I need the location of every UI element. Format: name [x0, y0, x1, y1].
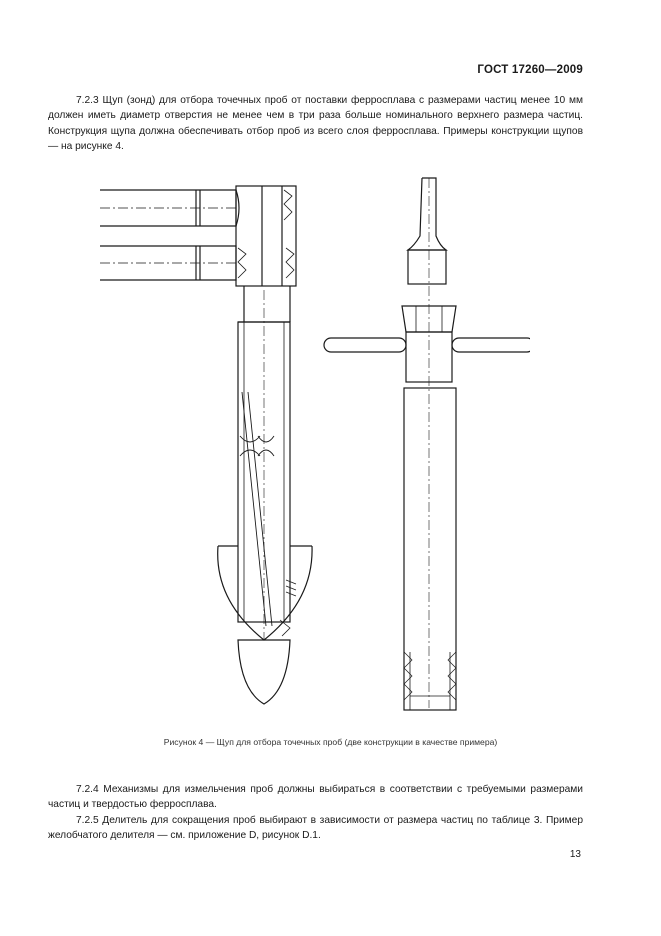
sections-7-2-4-and-7-2-5	[48, 782, 583, 843]
standard-header: ГОСТ 17260—2009	[477, 64, 583, 76]
figure-caption: Рисунок 4 — Щуп для отбора точечных проб (две конструкции в качестве примера)	[163, 737, 498, 747]
left-probe-drawing	[100, 186, 312, 704]
paragraph-7-2-5: 7.2.5 Делитель для сокращения проб выбирают в зависимости от размера частиц по таблице 3. Пример желобчатого делителя — см. приложение D, рисунок D.1.	[48, 814, 583, 841]
figure-4-probes	[90, 168, 530, 728]
right-probe-drawing	[324, 178, 530, 710]
page-number: 13	[569, 849, 581, 860]
section-7-2-3	[48, 93, 583, 154]
paragraph-7-2-4: 7.2.4 Механизмы для измельчения проб должны выбираться в соответствии с требуемыми размерами частиц и твердостью ферросплава.	[48, 784, 583, 811]
paragraph-7-2-3: 7.2.3 Щуп (зонд) для отбора точечных проб от поставки ферросплава с размерами частиц менее 10 мм должен иметь диаметр отверстия не менее чем в три раза больше номинального верхнего размера частиц. Конструкция щупа должна обеспечивать отбор проб из всего слоя ферросплава. Примеры конструкции щупов — на рисунке 4.	[48, 95, 583, 152]
